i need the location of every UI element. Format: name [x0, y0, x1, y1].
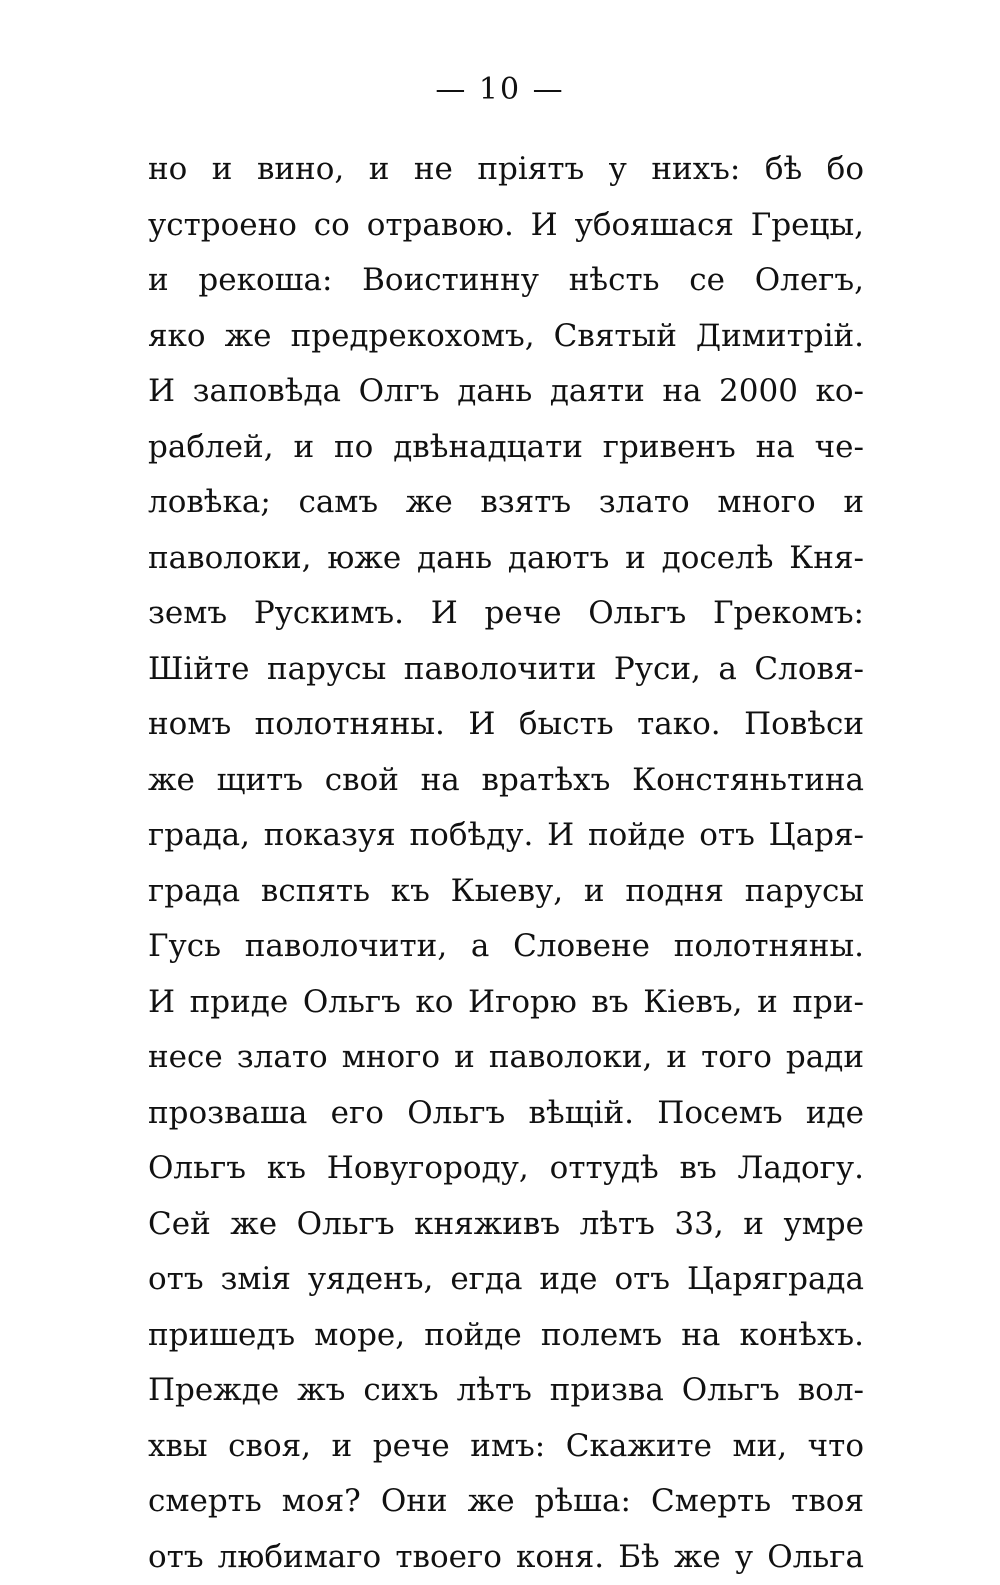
text-line: отъ любимаго твоего коня. Бѣ же у Ольга: [148, 1530, 864, 1585]
text-line: Шійте парусы паволочити Руси, а Словя-: [148, 642, 864, 698]
text-line: Прежде жъ сихъ лѣтъ призва Ольгъ вол-: [148, 1363, 864, 1419]
text-line: пришедъ море, пойде полемъ на конѣхъ.: [148, 1308, 864, 1364]
text-line: несе злато много и паволоки, и того ради: [148, 1030, 864, 1086]
text-line: ловѣка; самъ же взятъ злато много и: [148, 475, 864, 531]
text-line: устроено со отравою. И убояшася Грецы,: [148, 198, 864, 254]
text-line: земъ Рускимъ. И рече Ольгъ Грекомъ:: [148, 586, 864, 642]
text-line: Ольгъ къ Новугороду, оттудѣ въ Ладогу.: [148, 1141, 864, 1197]
text-line: паволоки, юже дань даютъ и доселѣ Кня-: [148, 531, 864, 587]
text-line: яко же предрекохомъ, Святый Димитрій.: [148, 309, 864, 365]
text-line: отъ змія уяденъ, егда иде отъ Царяграда: [148, 1252, 864, 1308]
text-line: Сей же Ольгъ княживъ лѣтъ 33, и умре: [148, 1197, 864, 1253]
text-line: Гусь паволочити, а Словене полотняны.: [148, 919, 864, 975]
text-line: града, показуя побѣду. И пойде отъ Царя-: [148, 808, 864, 864]
text-line: и рекоша: Воистинну нѣсть се Олегъ,: [148, 253, 864, 309]
text-line: прозваша его Ольгъ вѣщій. Посемъ иде: [148, 1086, 864, 1142]
text-line: смерть моя? Они же рѣша: Смерть твоя: [148, 1474, 864, 1530]
text-line: И заповѣда Олгъ дань даяти на 2000 ко-: [148, 364, 864, 420]
text-line: номъ полотняны. И бысть тако. Повѣси: [148, 697, 864, 753]
page-number: — 10 —: [0, 72, 1000, 107]
body-text: [148, 142, 864, 1585]
text-line: града вспять къ Кыеву, и подня парусы: [148, 864, 864, 920]
text-line: хвы своя, и рече имъ: Скажите ми, что: [148, 1419, 864, 1475]
text-line: И приде Ольгъ ко Игорю въ Кіевъ, и при-: [148, 975, 864, 1031]
text-line: же щитъ свой на вратѣхъ Констяньтина: [148, 753, 864, 809]
text-line: но и вино, и не пріятъ у нихъ: бѣ бо: [148, 142, 864, 198]
text-line: раблей, и по двѣнадцати гривенъ на че-: [148, 420, 864, 476]
